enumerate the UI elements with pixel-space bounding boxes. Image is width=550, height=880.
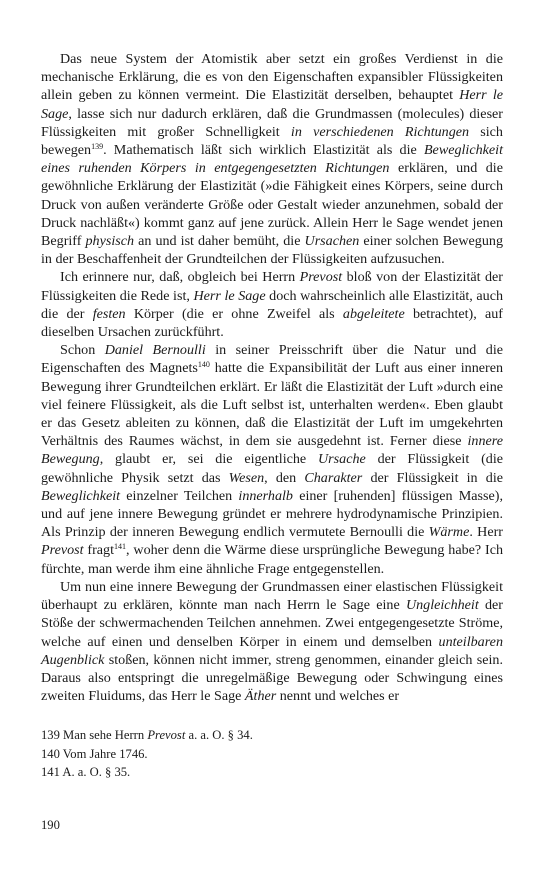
emphasis-text: physisch — [85, 233, 135, 250]
emphasis-text: Daniel Bernoulli — [104, 342, 206, 359]
text-run: der Flüssigkeit (die gewöhnliche Physik setzt das — [41, 451, 503, 486]
footnotes — [41, 726, 503, 781]
emphasis-text: Wärme — [428, 524, 470, 541]
footnote-marker: 139 — [91, 142, 104, 152]
emphasis-text: Herr le Sage — [193, 287, 266, 304]
text-run: stoßen, können nicht immer, streng genommen, einander gleich sein. Daraus also entspringt die unregelmäßige Bewegung oder Schwingung eines zweiten Fluidums, das Herr le Sage — [41, 651, 503, 705]
emphasis-text: abgeleitete — [342, 305, 405, 322]
text-run: an und ist daher bemüht, die — [134, 233, 305, 250]
footnote-marker: 140 — [197, 360, 210, 370]
text-run: a. a. O. § 34. — [185, 728, 253, 743]
emphasis-text: Prevost — [41, 542, 84, 559]
paragraph — [41, 578, 503, 705]
text-run: fragt — [83, 542, 115, 559]
emphasis-text: innerhalb — [238, 487, 293, 504]
text-run: Das neue System der Atomistik aber setzt ein großes Verdienst in die mechanische Erklärung, die es von den Eigenschaften expansibler Flüssigkeiten allein geben zu können vermeint. Die Elastizität derselben, behauptet — [41, 51, 503, 104]
text-run: betrachtet), auf dieselben Ursachen zurückführt. — [41, 305, 503, 341]
main-text — [41, 50, 503, 705]
text-run: hatte die Expansibilität der Luft aus einer inneren Bewegung ihrer Grundteilchen erklärt. Er läßt die Elastizität der Luft »durch eine viel feinere Flüssigkeit, als die Luft selbst ist, unterhalten werden«. Eben glaubt er das Gesetz ableiten zu können, daß die Elastizität der Luft im umgekehrten Verhältnis des Raumes wächst, in dem sie ausgedehnt ist. Ferner diese — [41, 360, 504, 450]
emphasis-text: Prevost — [147, 728, 186, 743]
text-run: einzelner Teilchen — [120, 487, 239, 504]
emphasis-text: Ursachen — [304, 233, 360, 250]
text-run: bloß von der Elastizität der Flüssigkeiten die Rede ist, — [41, 269, 503, 304]
page-number: 190 — [41, 818, 60, 832]
footnote-141 — [41, 763, 503, 781]
emphasis-text: Beweglichkeit eines ruhenden Körpers in entgegengesetzten Richtungen — [41, 142, 503, 177]
text-run: 141 A. a. O. § 35. — [41, 764, 131, 779]
text-run: nennt und welches er — [276, 688, 400, 705]
emphasis-text: festen — [92, 305, 126, 322]
footnote-140 — [41, 745, 503, 763]
emphasis-text: Ursache — [318, 451, 366, 468]
text-run: Schon — [60, 342, 105, 359]
text-run: , lasse sich nur dadurch erklären, daß die Grundmassen (molecules) dieser Flüssigkeiten mit großer Schnelligkeit — [41, 105, 503, 140]
text-run: Ich erinnere nur, daß, obgleich bei Herrn — [60, 269, 300, 286]
text-run: erklären, und die gewöhnliche Erklärung der Elastizität (»die Fähigkeit eines Körpers, seine durch Druck von außen veränderte Größe oder Gestalt wieder anzunehmen, sobald der Druck nachläßt«) kommt ganz auf jene zurück. Allein Herr le Sage wendet jenen Begriff — [41, 160, 503, 250]
text-run: , woher denn die Wärme diese ursprüngliche Bewegung habe? Ich fürchte, man werde ihm eine ähnliche Frage entgegenstellen. — [41, 542, 503, 577]
emphasis-text: Äther — [244, 688, 277, 705]
text-run: , den — [264, 469, 305, 486]
emphasis-text: Ungleichheit — [405, 597, 479, 614]
text-run: , glaubt er, sei die eigentliche — [99, 451, 318, 468]
text-run: in seiner Preisschrift über die Natur und die Eigenschaften des Magnets — [41, 342, 503, 377]
emphasis-text: in verschiedenen Richtungen — [290, 123, 470, 140]
footnote-139 — [41, 726, 503, 744]
emphasis-text: Prevost — [299, 269, 343, 286]
text-run: einer solchen Bewegung in der Beschaffenheit der Grundteilchen der Flüssigkeiten aufzusuchen. — [41, 233, 503, 268]
text-run: Um nun eine innere Bewegung der Grundmassen einer elastischen Flüssigkeit überhaupt zu erklären, könnte man nach Herrn le Sage eine — [41, 578, 503, 614]
text-run: der Flüssigkeit in die — [362, 469, 503, 486]
text-run: Körper (die er ohne Zweifel als — [125, 305, 343, 322]
paragraph — [41, 268, 503, 341]
text-run: . Herr — [469, 524, 503, 541]
emphasis-text: Charakter — [304, 469, 363, 486]
emphasis-text: Beweglichkeit — [41, 487, 121, 504]
text-run: sich bewegen — [41, 123, 503, 159]
emphasis-text: unteilbaren Augenblick — [41, 633, 503, 668]
text-run: 140 Vom Jahre 1746. — [41, 746, 148, 761]
text-run: doch wahrscheinlich alle Elastizität, auch die der — [41, 287, 504, 322]
paragraph — [41, 50, 503, 268]
text-run: . Mathematisch läßt sich wirklich Elastizität als die — [103, 142, 424, 159]
text-run: einer [ruhenden] flüssigen Masse), und auf jene innere Bewegung gründet er mehrere hydrodynamische Prinzipien. Als Prinzip der inneren Bewegung endlich vermutete Bernoulli die — [41, 487, 503, 541]
emphasis-text: Herr le Sage — [41, 87, 503, 122]
text-run: der Stöße der schwermachenden Teilchen annehmen. Zwei entgegengesetzte Ströme, welche auf einen und denselben Körper in einem und demselben — [41, 597, 503, 650]
paragraph — [41, 341, 503, 578]
emphasis-text: innere Bewegung — [41, 433, 503, 468]
text-run: 139 Man sehe Herrn — [41, 728, 148, 743]
emphasis-text: Wesen — [228, 469, 265, 486]
footnote-marker: 141 — [114, 542, 127, 552]
